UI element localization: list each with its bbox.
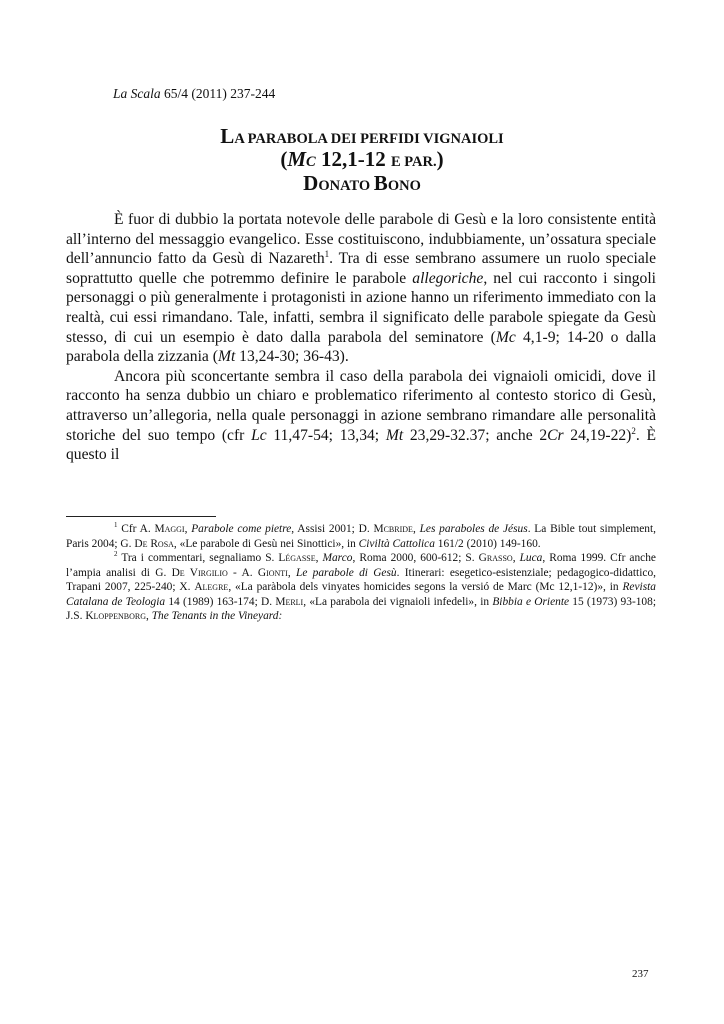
fn1-author-derosa: De Rosa [134, 537, 174, 550]
fn2-text-k: , «La parabola dei vignaioli infedeli», in [303, 595, 493, 608]
fn1-title-2: Les paraboles de Jésus [419, 523, 528, 535]
p2-text-d: 24,19-22) [563, 426, 632, 444]
footnote-2-number: 2 [114, 550, 118, 559]
fn2-title-luca: Luca [519, 552, 543, 564]
fn1-text-c: , Assisi 2001; D. [291, 523, 374, 535]
author-first-rest: ONATO [318, 178, 374, 194]
fn1-text-b: , [184, 523, 192, 535]
author-name [66, 171, 658, 196]
subtitle-mc-rest: C [306, 154, 316, 170]
fn2-author-devirgilio: De Virgilio [171, 566, 228, 579]
journal-reference [113, 86, 275, 102]
fn2-author-grasso: Grasso [478, 552, 513, 564]
p2-text-a: Ancora più sconcertante sembra il caso della parabola dei vignaioli omicidi, dove il racconto ha senza dubbio un chiaro e problematico riferimento al contesto storico di Gesù, attraverso un’allegoria, nella quale personaggi in azione sembrano rimandare alle personalità storiche del suo tempo (cfr [66, 367, 656, 444]
fn2-text-d: , [512, 552, 520, 564]
footnote-ref-1[interactable]: 1 [324, 249, 330, 259]
fn1-title-1: Parabole come pietre [191, 523, 292, 535]
title-text: A PARABOLA DEI PERFIDI VIGNAIOLI [234, 131, 504, 147]
fn2-text-l: 15 (1973) 93-108; J.S. [66, 595, 656, 622]
fn1-author-mcbride: Mcbride [373, 523, 413, 535]
fn1-text-f: , «Le parabole di Gesù nei Sinottici», in [173, 537, 359, 550]
fn1-text-g: 161/2 (2010) 149-160. [434, 537, 541, 550]
fn2-text-j: 14 (1989) 163-174; D. [165, 595, 276, 608]
fn2-text-e: , Roma 1999. Cfr anche l’ampia analisi di G. [66, 552, 656, 579]
subtitle-open-paren: ( [280, 147, 288, 171]
fn2-text-m: , [146, 610, 152, 622]
page-number: 237 [632, 968, 649, 980]
p1-text-b: . Tra di esse sembrano assumere un ruolo speciale soprattutto quelle che potremmo definire le parabole [66, 250, 657, 287]
fn2-author-legasse: Légasse [278, 552, 316, 564]
article-body [66, 210, 656, 465]
author-last-rest: ONO [387, 178, 421, 194]
p2-text-b: 11,47-54; 13,34; [266, 426, 386, 444]
fn2-text-a: Tra i commentari, segnaliamo S. [117, 552, 279, 564]
footnote-1-number: 1 [114, 521, 118, 530]
journal-name: La Scala [113, 86, 161, 101]
p2-text-c: 23,29-32.37; anche 2 [403, 426, 548, 444]
subtitle-rest: E PAR. [390, 154, 437, 170]
article-subtitle [66, 147, 658, 172]
author-initial-last: B [373, 171, 388, 195]
fn2-text-i: , «La paràbola dels vinyates homicides segons la versió de Marc (Mc 12,1-12)», in [228, 581, 623, 593]
author-initial-first: D [303, 171, 319, 195]
fn2-text-h: . Itinerari: esegetico-esistenziale; pedagogico-didattico, Trapani 2007, 225-240; X. [66, 566, 656, 593]
subtitle-reference: 12,1-12 [315, 147, 391, 171]
fn1-journal-civilta: Civiltà Cattolica [358, 537, 435, 550]
footnote-ref-2[interactable]: 2 [631, 425, 636, 436]
fn2-title-parabole: Le parabole di Gesù [295, 566, 397, 579]
fn2-journal-bibbia: Bibbia e Oriente [492, 595, 570, 608]
fn2-text-b: , [315, 552, 323, 564]
footnote-2 [66, 551, 656, 624]
fn2-title-tenants: The Tenants in the Vineyard: [151, 610, 283, 622]
fn1-text-d: , [412, 523, 420, 535]
p2-italic-mt: Mt [385, 426, 404, 444]
fn2-author-kloppenborg: Kloppenborg [85, 610, 146, 622]
title-initial: L [220, 124, 235, 148]
article-title [66, 124, 658, 149]
footnote-1 [66, 522, 656, 551]
p1-text-d: 4,1-9; 14-20 o dalla parabola della zizzania ( [66, 328, 657, 366]
fn2-author-alegre: Alegre [194, 581, 229, 593]
footnotes [66, 522, 656, 624]
fn1-author-maggi: Maggi [154, 523, 185, 535]
p2-italic-cr: Cr [547, 426, 564, 444]
p1-text-e: 13,24-30; 36-43). [235, 348, 349, 366]
fn2-text-f: - A. [227, 566, 258, 579]
fn1-text-a: Cfr A. [117, 523, 155, 535]
subtitle-close-paren: ) [436, 147, 444, 171]
fn2-text-c: , Roma 2000, 600-612; S. [352, 552, 479, 564]
paragraph-2 [66, 367, 656, 465]
fn2-journal-revista: Revista Catalana de Teologia [66, 581, 656, 608]
fn1-text-e: . La Bible tout simplement, Paris 2004; G. [66, 523, 657, 550]
fn2-author-merli: Merli [275, 595, 304, 608]
footnote-separator [66, 516, 216, 517]
fn2-author-gionti: Gionti [257, 566, 288, 579]
p1-italic-mt: Mt [217, 348, 236, 366]
p2-text-e: . È questo il [66, 426, 657, 464]
fn2-title-marco: Marco [322, 552, 353, 564]
p1-text-c: , nel cui racconto i singoli personaggi o più generalmente i protagonisti in azione hanno un riferimento immediato con la realtà, cui essi rimandano. Tale, infatti, sembra il significato delle parabole spiegate da Gesù stesso, di cui un esempio è dato dalla parabola del seminatore ( [66, 269, 657, 346]
paragraph-1 [66, 210, 656, 367]
p2-italic-lc: Lc [251, 426, 267, 444]
p1-italic-mc: Mc [495, 328, 516, 346]
p1-italic-allegoriche: allegoriche [412, 269, 484, 287]
p1-text-a: È fuor di dubbio la portata notevole delle parabole di Gesù e la loro consistente entità all’interno del messaggio evangelico. Esse costituiscono, indubbiamente, un’ossatura speciale dell’annuncio fatto da Gesù di Nazareth [66, 211, 656, 268]
fn2-text-g: , [287, 566, 296, 579]
subtitle-mc-initial: M [287, 147, 307, 171]
journal-volume: 65/4 (2011) 237-244 [160, 86, 276, 101]
